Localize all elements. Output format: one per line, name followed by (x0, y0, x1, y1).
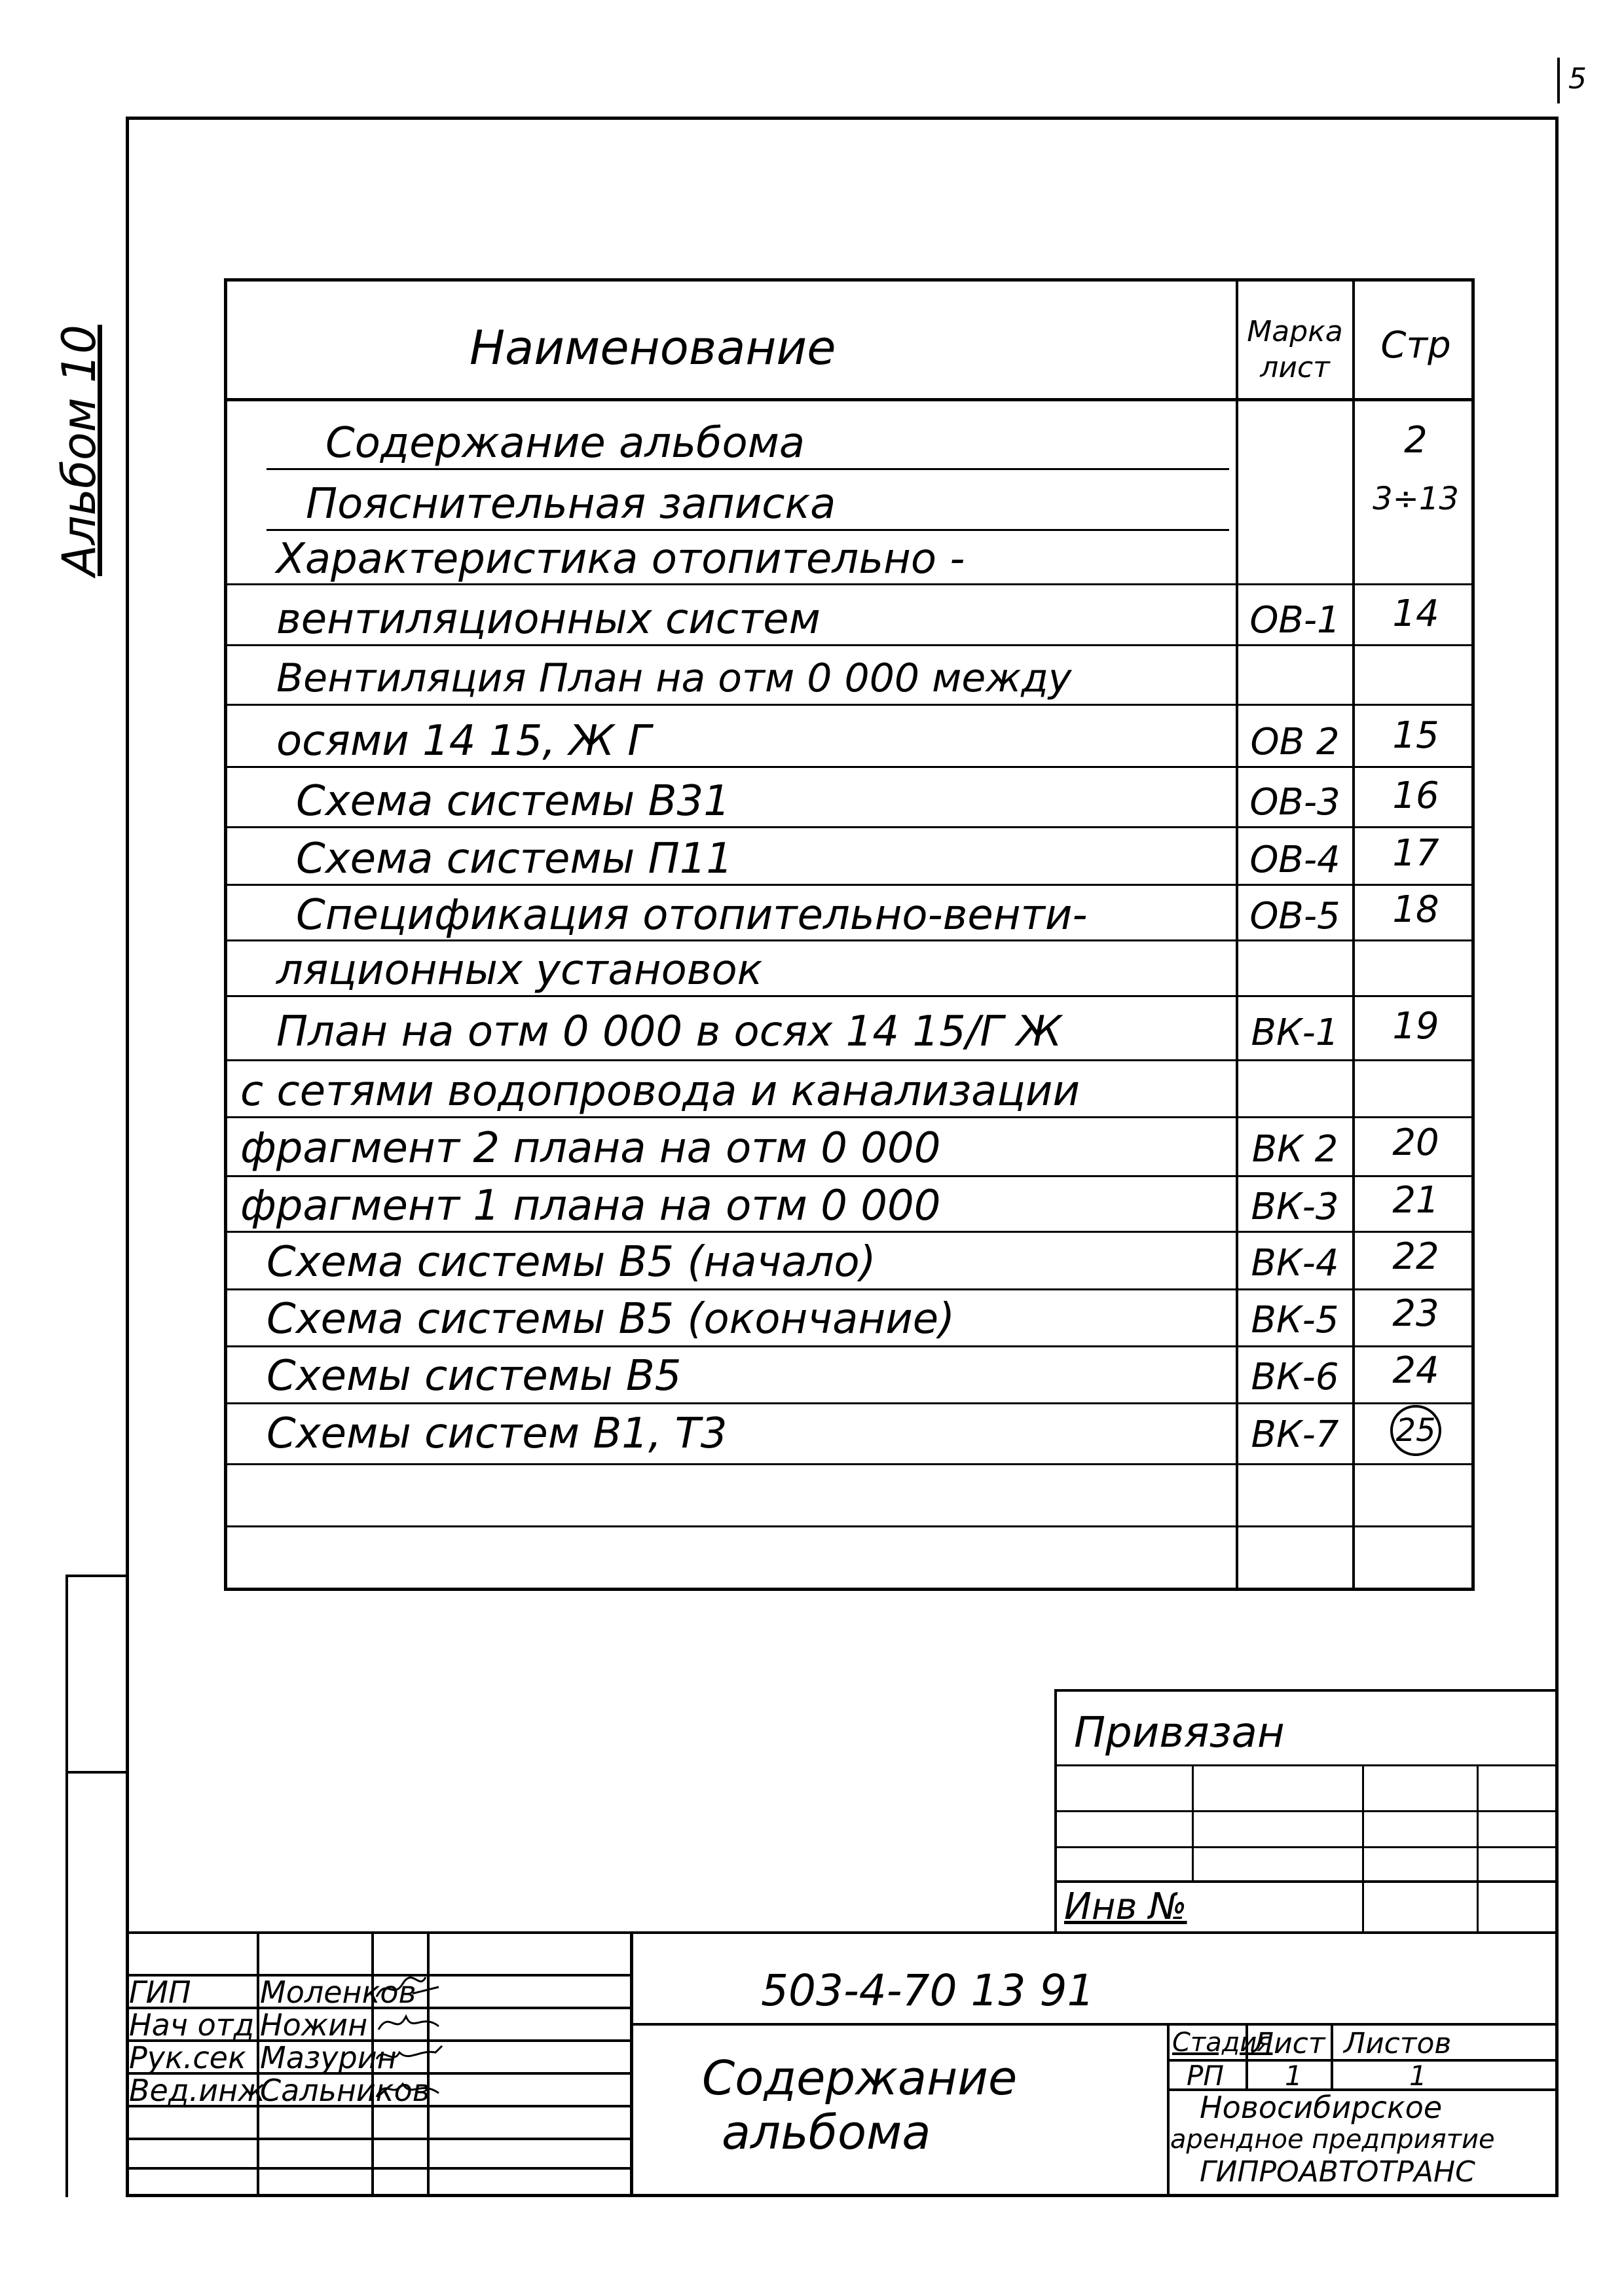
table-row-name: Спецификация отопительно-венти- (296, 891, 1088, 939)
title-block (126, 1931, 1559, 2197)
album-label: Альбом 10 (52, 324, 106, 576)
staff-col-line (257, 1931, 259, 2197)
table-row-name: фрагмент 2 плана на отм 0 000 (240, 1124, 941, 1173)
row-underline (227, 1402, 1471, 1404)
table-row-page: 23 (1392, 1292, 1439, 1335)
staff-name: Мазурин (260, 2040, 397, 2075)
table-row-name: осями 14 15, Ж Г (276, 717, 651, 765)
staff-role: Рук.сек (129, 2040, 246, 2075)
margin-strip-edge (65, 1575, 68, 2197)
header-divider (227, 398, 1471, 401)
row-underline (227, 766, 1471, 768)
page-corner-number: 5 (1568, 62, 1587, 96)
attached-top-line (1054, 1689, 1559, 1692)
attached-grid-line (1054, 1846, 1559, 1848)
table-row-mark: ОВ-3 (1249, 781, 1340, 824)
organization-line1: Новосибирское (1200, 2090, 1443, 2125)
corner-mark-line (1557, 58, 1560, 103)
table-row-name: Схемы системы В5 (267, 1352, 682, 1400)
column-divider (1352, 282, 1355, 1588)
signature-lead-engineer (373, 2072, 445, 2105)
organization-line2: арендное предприятие (1170, 2124, 1495, 2155)
row-underline (227, 1525, 1471, 1527)
attached-grid-line (1054, 1810, 1559, 1812)
signature-head-section (373, 2039, 445, 2072)
attached-grid-col (1362, 1764, 1364, 1931)
table-row-mark: ВК-3 (1251, 1186, 1339, 1228)
row-underline (227, 995, 1471, 997)
attached-label: Привязан (1074, 1709, 1285, 1757)
table-row-name: Схема системы П11 (296, 835, 733, 883)
staff-role: Нач отд (129, 2007, 255, 2043)
staff-role: Вед.инж (129, 2073, 265, 2108)
table-row-name: Схема системы В5 (начало) (267, 1238, 876, 1286)
table-row-name: вентиляционных систем (276, 595, 821, 644)
column-divider (1236, 282, 1238, 1588)
table-row-page: 16 (1392, 774, 1439, 817)
margin-strip-line (65, 1771, 126, 1774)
signature-head-dept (373, 2007, 445, 2039)
table-row-name: Вентиляция План на отм 0 000 между (276, 655, 1072, 701)
row-underline (227, 1116, 1471, 1118)
table-row-mark: ОВ-4 (1249, 839, 1340, 881)
inventory-number-label: Инв № (1064, 1886, 1187, 1928)
staff-row-line (126, 2138, 630, 2140)
table-row-mark: ВК-5 (1251, 1299, 1339, 1341)
contents-table (224, 278, 1475, 1591)
header-mark-line1: Марка (1247, 315, 1343, 348)
sheet-label: Лист (1252, 2027, 1325, 2060)
row-underline (227, 1059, 1471, 1061)
row-underline (227, 1463, 1471, 1465)
attached-grid-line (1054, 1880, 1559, 1883)
stage-label: Стадия (1172, 2028, 1273, 2058)
row-underline (267, 468, 1229, 470)
row-underline (227, 884, 1471, 886)
row-underline (227, 1175, 1471, 1177)
table-row-name: с сетями водопровода и канализации (240, 1067, 1080, 1116)
table-row-page: 17 (1392, 832, 1439, 875)
circled-page-number: 25 (1390, 1405, 1441, 1456)
table-row-name: Схемы систем В1, Т3 (267, 1410, 728, 1458)
table-row-name: ляционных установок (276, 946, 763, 994)
staff-row-line (126, 2167, 630, 2170)
row-underline (227, 644, 1471, 646)
row-underline (227, 583, 1471, 585)
organization-line3: ГИПРОАВТОТРАНС (1200, 2155, 1475, 2189)
attached-grid-col (1477, 1764, 1479, 1931)
row-underline (227, 826, 1471, 828)
staff-role: ГИП (129, 1975, 191, 2010)
attached-grid-col (1192, 1764, 1194, 1880)
staff-name: Моленков (260, 1975, 416, 2010)
table-row-mark: ВК-6 (1251, 1356, 1339, 1398)
table-row-name: Схема системы В5 (окончание) (267, 1295, 955, 1343)
table-row-page-circled (1357, 1405, 1475, 1456)
table-row-page: 14 (1392, 592, 1439, 635)
signature-gip (373, 1971, 445, 2003)
staff-name: Ножин (260, 2007, 368, 2043)
table-row-page: 15 (1392, 714, 1439, 757)
table-row-mark: ВК-4 (1251, 1242, 1339, 1285)
table-row-page: 20 (1392, 1121, 1439, 1164)
table-row-page: 21 (1392, 1179, 1439, 1222)
table-row-name: фрагмент 1 плана на отм 0 000 (240, 1182, 941, 1230)
table-row-name: Содержание альбома (325, 419, 805, 467)
sheets-value: 1 (1409, 2060, 1427, 2092)
row-underline (227, 704, 1471, 706)
table-row-mark: ВК-1 (1251, 1011, 1339, 1054)
table-row-page: 24 (1392, 1349, 1439, 1392)
table-row-mark: ВК 2 (1251, 1128, 1338, 1171)
table-row-page: 18 (1392, 888, 1439, 931)
document-code: 503-4-70 13 91 (761, 1965, 1095, 2016)
row-underline (267, 529, 1229, 531)
header-mark-line2: лист (1260, 351, 1330, 384)
table-row-name: План на отм 0 000 в осях 14 15/Г Ж (276, 1008, 1062, 1056)
sheets-label: Листов (1344, 2027, 1452, 2060)
table-row-mark: ОВ-1 (1249, 599, 1340, 642)
table-row-name: Характеристика отопительно - (276, 535, 965, 583)
table-row-page: 3÷13 (1373, 481, 1459, 517)
title-main-divider (630, 1931, 633, 2197)
margin-strip-line (65, 1575, 126, 1577)
table-row-name: Пояснительная записка (306, 480, 836, 528)
stage-col-line (1331, 2023, 1333, 2088)
code-row-line (630, 2023, 1559, 2026)
row-underline (227, 1288, 1471, 1290)
row-underline (227, 1231, 1471, 1233)
header-page: Стр (1380, 324, 1451, 367)
stage-value: РП (1187, 2060, 1224, 2092)
table-row-page: 19 (1392, 1005, 1439, 1048)
table-row-page: 22 (1392, 1235, 1439, 1278)
table-row-page: 2 (1404, 419, 1428, 462)
row-underline (227, 939, 1471, 941)
table-row-name: Схема системы В31 (296, 777, 730, 826)
table-row-mark: ОВ-5 (1249, 895, 1340, 938)
table-row-mark: ОВ 2 (1250, 721, 1340, 763)
sheet-value: 1 (1285, 2060, 1302, 2092)
sheet-title-line1: Содержание (702, 2050, 1018, 2105)
header-name: Наименование (470, 320, 836, 375)
sheet-title-line2: альбома (722, 2105, 931, 2160)
stage-block-left (1167, 2023, 1170, 2197)
staff-name: Сальников (260, 2073, 430, 2108)
attached-grid-line (1054, 1764, 1559, 1766)
row-underline (227, 1345, 1471, 1347)
table-row-mark: ВК-7 (1251, 1413, 1339, 1456)
title-block-top-line (126, 1931, 1559, 1934)
